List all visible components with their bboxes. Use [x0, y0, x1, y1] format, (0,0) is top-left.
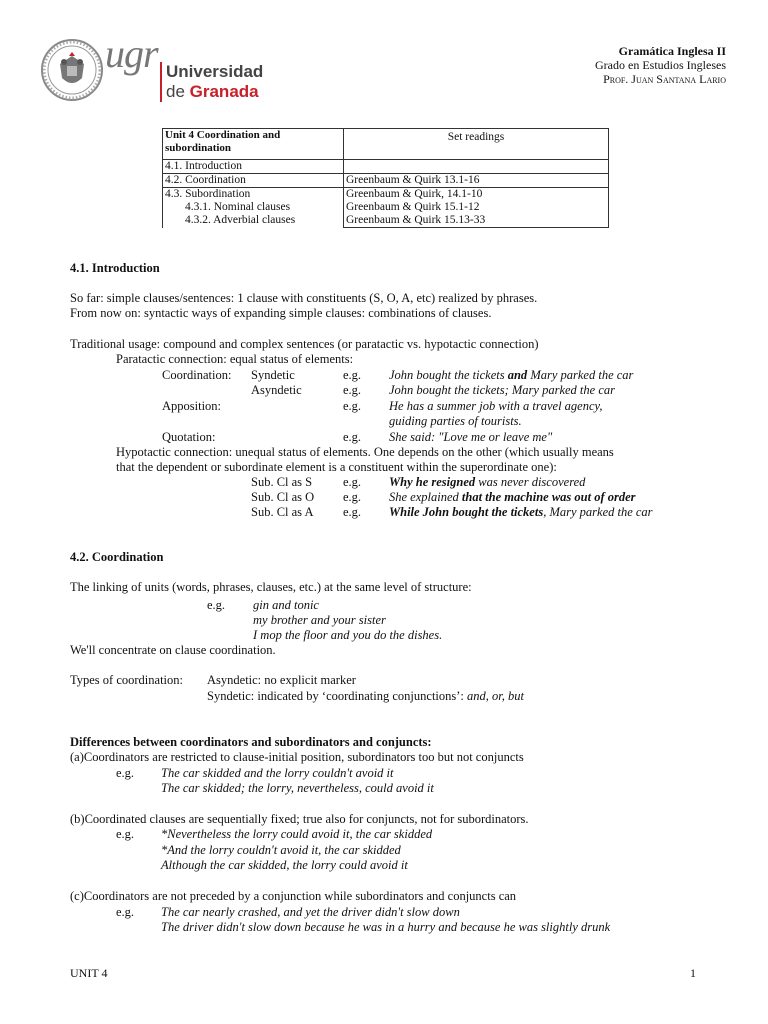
table-cell-topic: 4.3.2. Adverbial clauses [185, 214, 296, 226]
table-cell-topic: 4.3. Subordination [165, 188, 251, 200]
coord-concentrate: We'll concentrate on clause coordination. [70, 643, 276, 657]
readings-table [162, 128, 609, 228]
difference-c: (c)Coordinators are not preceded by a conjunction while subordinators and conjuncts can [70, 889, 517, 903]
sub-cl-a-label: Sub. Cl as A [251, 505, 314, 519]
eg-label: e.g. [343, 368, 362, 382]
example-part: , Mary parked the car [543, 505, 653, 519]
logo-divider [160, 62, 162, 102]
eg-label: e.g. [343, 383, 362, 397]
coordination-definition: The linking of units (words, phrases, clauses, etc.) at the same level of structure: [70, 580, 472, 594]
example-bold: While John bought the tickets [389, 505, 544, 519]
example-bold: that the machine was out of order [461, 490, 636, 504]
example-apposition-2: guiding parties of tourists. [389, 414, 522, 428]
difference-a-example-2: The car skidded; the lorry, nevertheless, could avoid it [161, 781, 434, 795]
hypotactic-line-1: Hypotactic connection: unequal status of elements. One depends on the other (which usually means [116, 445, 614, 459]
section-heading-introduction: 4.1. Introduction [70, 261, 160, 275]
coordination-label: Coordination: [162, 368, 232, 382]
example-apposition-1: He has a summer job with a travel agency, [389, 399, 603, 413]
intro-line-from-now: From now on: syntactic ways of expanding simple clauses: combinations of clauses. [70, 306, 492, 320]
example-bold: and [507, 368, 528, 382]
sub-cl-s-label: Sub. Cl as S [251, 475, 313, 489]
example-part: Mary parked the car [527, 368, 634, 382]
table-row [163, 160, 609, 174]
page-number: 1 [690, 966, 696, 980]
table-header-unit: Unit 4 Coordination and subordination [163, 129, 344, 160]
sub-cl-o-label: Sub. Cl as O [251, 490, 315, 504]
types-asyndetic: Asyndetic: no explicit marker [207, 673, 356, 687]
types-syndetic-text: Syndetic: indicated by ‘coordinating conjunctions’: [207, 689, 468, 703]
difference-b-example-3: Although the car skidded, the lorry could avoid it [161, 858, 408, 872]
difference-c-example-2: The driver didn't slow down because he was in a hurry and because he was slightly drunk [161, 920, 611, 934]
difference-a: (a)Coordinators are restricted to clause-initial position, subordinators too but not conjuncts [70, 750, 524, 764]
hypotactic-line-2: that the dependent or subordinate element is a constituent within the superordinate one): [116, 460, 557, 474]
example-part: was never discovered [475, 475, 586, 489]
table-cell-reading [344, 160, 609, 174]
logo-granada-line [166, 84, 259, 99]
intro-line-so-far: So far: simple clauses/sentences: 1 clause with constituents (S, O, A, etc) realized by phrases. [70, 291, 538, 305]
professor-name: Prof. Juan Santana Lario [603, 72, 726, 86]
difference-b-example-1: *Nevertheless the lorry could avoid it, the car skidded [161, 827, 433, 841]
coord-example-1: gin and tonic [253, 598, 319, 612]
eg-label: e.g. [116, 766, 135, 780]
table-cell-reading: Greenbaum & Quirk, 14.1-10 [346, 188, 483, 200]
logo-mark: ugr [105, 31, 158, 76]
table-cell-reading: Greenbaum & Quirk 15.13-33 [346, 214, 486, 226]
eg-label: e.g. [343, 430, 362, 444]
apposition-label: Apposition: [162, 399, 222, 413]
logo-granada: Granada [189, 82, 259, 101]
table-cell-topic-group [163, 188, 344, 228]
table-cell-topic: 4.3.1. Nominal clauses [185, 201, 291, 213]
logo-de: de [166, 82, 190, 101]
example-syndetic [389, 368, 633, 383]
example-part: John bought the tickets [389, 368, 508, 382]
table-header-row [163, 129, 609, 160]
degree-name: Grado en Estudios Ingleses [595, 58, 726, 72]
eg-label: e.g. [207, 598, 226, 612]
section-heading-coordination: 4.2. Coordination [70, 550, 164, 564]
table-header-readings: Set readings [344, 129, 609, 160]
quotation-label: Quotation: [162, 430, 216, 444]
difference-a-example-1: The car skidded and the lorry couldn't avoid it [161, 766, 394, 780]
syndetic-label: Syndetic [251, 368, 295, 382]
university-seal-icon [40, 38, 104, 102]
eg-label: e.g. [343, 399, 362, 413]
example-bold: Why he resigned [389, 475, 476, 489]
table-cell-reading: Greenbaum & Quirk 13.1-16 [344, 174, 609, 188]
types-syndetic [207, 689, 524, 704]
table-cell-reading: Greenbaum & Quirk 15.1-12 [346, 201, 480, 213]
logo-university-line: Universidad [166, 62, 264, 81]
example-part: She explained [389, 490, 462, 504]
example-sub-s [389, 475, 585, 490]
eg-label: e.g. [343, 475, 362, 489]
example-sub-o [389, 490, 636, 505]
example-sub-a [389, 505, 653, 520]
table-row [163, 188, 609, 228]
difference-b: (b)Coordinated clauses are sequentially fixed; true also for conjuncts, not for subordinators. [70, 812, 529, 826]
table-cell-topic: 4.1. Introduction [163, 160, 344, 174]
example-asyndetic: John bought the tickets; Mary parked the car [389, 383, 615, 397]
eg-label: e.g. [343, 505, 362, 519]
table-cell-reading-group [344, 188, 609, 228]
coord-example-3: I mop the floor and you do the dishes. [253, 628, 443, 642]
course-title: Gramática Inglesa II [618, 44, 726, 58]
table-row [163, 174, 609, 188]
example-quotation: She said: "Love me or leave me" [389, 430, 553, 444]
types-syndetic-examples: and, or, but [467, 689, 524, 703]
eg-label: e.g. [116, 905, 135, 919]
types-label: Types of coordination: [70, 673, 183, 687]
intro-traditional-usage: Traditional usage: compound and complex sentences (or paratactic vs. hypotactic connection) [70, 337, 539, 351]
table-cell-topic: 4.2. Coordination [163, 174, 344, 188]
coord-example-2: my brother and your sister [253, 613, 386, 627]
asyndetic-label: Asyndetic [251, 383, 302, 397]
eg-label: e.g. [343, 490, 362, 504]
differences-heading: Differences between coordinators and subordinators and conjuncts: [70, 735, 432, 749]
intro-paratactic: Paratactic connection: equal status of elements: [116, 352, 354, 366]
difference-b-example-2: *And the lorry couldn't avoid it, the car skidded [161, 843, 401, 857]
footer-unit: UNIT 4 [70, 966, 108, 980]
eg-label: e.g. [116, 827, 135, 841]
difference-c-example-1: The car nearly crashed, and yet the driver didn't slow down [161, 905, 460, 919]
